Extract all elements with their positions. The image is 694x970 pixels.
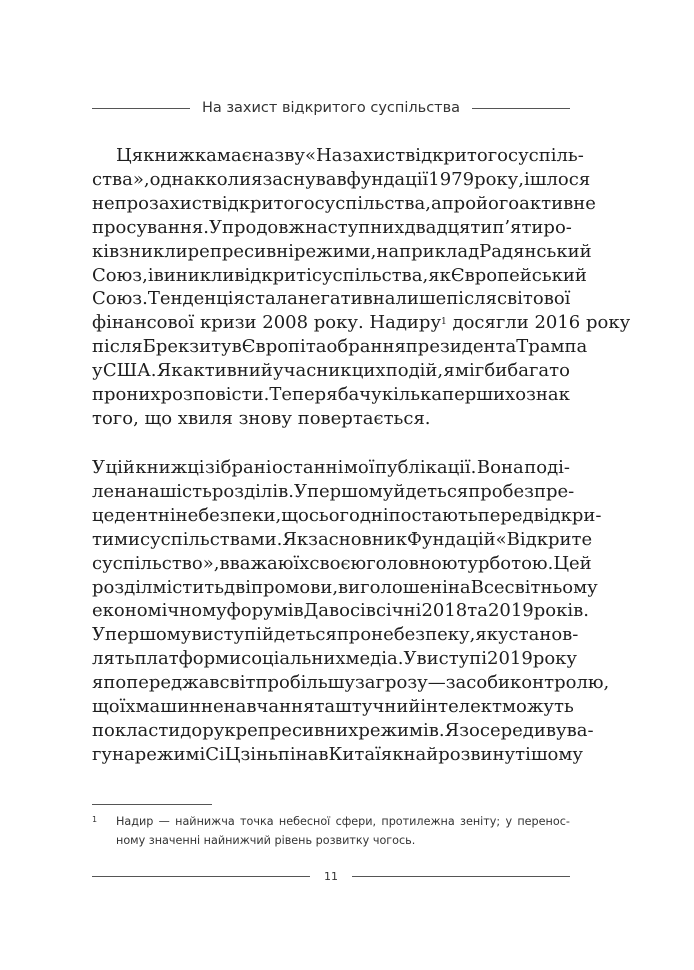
word: я [92,672,104,694]
word: однак [149,168,206,190]
word: «Відкрите [495,528,593,550]
text-segment: досягли 2016 року [446,312,631,334]
word: Вона [476,457,524,478]
word: ішлося [523,168,591,190]
word: США. [102,360,157,382]
word: не [92,192,115,214]
word: заснував [262,168,347,190]
word: має [216,145,252,166]
text-line [92,504,602,528]
word: книжці [135,457,205,478]
word: зникли [119,240,188,262]
word: фундації [346,168,429,190]
footer-rule-left [92,876,310,877]
word: ува- [555,719,594,741]
word: розділів. [211,480,294,502]
word: багато [507,360,570,382]
word: попереджав [103,672,220,694]
text-line [92,480,575,504]
text-line [92,359,570,383]
word: президента [405,336,517,358]
text-line [92,168,591,192]
word: Союз. [92,288,148,310]
word: захист [342,145,406,166]
word: режимів. [358,719,445,741]
text-segment: фінансової кризи 2008 року. Надиру [92,312,442,334]
word: бачу [337,384,382,406]
word: активне [519,192,596,214]
word: про [255,672,290,694]
word: «На [304,145,343,166]
word: Упродовж [208,216,305,238]
word: безпре- [502,480,575,502]
word: зеніту; [460,815,501,828]
word: шість [159,480,212,502]
footnote-line: ному значенні найнижчий рівень розвитку чогось. [116,834,416,847]
word: небезпеки, [175,504,282,526]
word: виникли [153,264,235,286]
word: відкри- [533,504,602,526]
word: би [484,360,508,382]
word: сьогодні [308,504,389,526]
word: я [326,384,338,406]
word: гу [92,743,113,765]
text-line [92,287,570,311]
word: я [443,360,455,382]
word: книжка [143,145,217,166]
word: Всесвітньому [470,576,598,598]
word: перед [477,504,534,526]
paragraph-1 [92,144,631,431]
word: покласти [92,719,181,741]
word: захист [149,192,212,214]
word: поді- [524,457,570,478]
word: про [114,192,150,214]
footnote-number: 1 [92,815,98,824]
word: Сі [205,743,225,765]
word: світової [496,288,571,310]
word: назву [251,145,305,166]
word: учасник [273,360,352,382]
word: рук [202,719,236,741]
running-header [92,100,570,116]
text-line [92,719,594,743]
footnote [92,812,570,850]
word: Союз, [92,264,148,286]
word: машинне [135,696,224,718]
word: найнижча [175,815,235,828]
word: У [92,624,106,646]
word: після [446,288,497,310]
word: протилежна [381,815,455,828]
word: режимі [134,743,206,765]
word: йдеться [261,624,337,646]
word: двадцяти [404,216,493,238]
word: наступних [304,216,405,238]
word: вважаю [219,552,294,574]
word: першому [307,480,394,502]
word: лише [395,288,447,310]
word: тими [92,528,140,550]
word: цих [351,360,386,382]
word: після [92,336,143,358]
word: та [305,336,327,358]
word: сфери, [335,815,377,828]
word: У [92,457,106,478]
word: містить [152,576,225,598]
word: Надир [116,815,154,828]
word: міг [454,360,485,382]
word: Китаї [328,743,381,765]
word: лена [92,480,137,502]
word: Європейський [450,264,587,286]
word: кілька [381,384,443,406]
word: виступі [191,624,262,646]
word: — [427,672,446,694]
text-line [92,335,588,359]
word: виступі [416,648,487,670]
word: суспіль- [507,145,584,166]
word: небесної [278,815,331,828]
word: його [476,192,520,214]
word: штучний [335,696,421,718]
word: відкритого [405,145,508,166]
word: і [147,264,154,286]
word: світ [219,672,256,694]
word: 2019 [487,600,534,622]
page-number: 11 [324,870,338,883]
word: цедентні [92,504,176,526]
word: контролю, [510,672,610,694]
word: Радянський [479,240,592,262]
word: форумі [226,600,294,622]
word: цій [105,457,135,478]
word: засоби [445,672,511,694]
word: активний [182,360,273,382]
word: в [293,600,304,622]
word: як [380,743,404,765]
header-rule-right [472,108,570,109]
word: суспільство», [92,552,220,574]
text-line [92,695,574,719]
word: про [336,624,372,646]
header-rule-left [92,108,190,109]
word: ків [92,240,120,262]
word: репресивних [235,719,359,741]
word: ро- [543,216,572,238]
word: в [318,743,329,765]
word: січні [375,600,422,622]
word: станов- [508,624,579,646]
word: суспільства, [314,192,431,214]
word: обрання [326,336,406,358]
word: а [430,192,442,214]
word: негативна [297,288,396,310]
word: розділ [92,576,153,598]
word: соціальних [241,648,346,670]
word: у [505,815,513,828]
word: Як [282,528,309,550]
footnote-marker: 1 [441,317,447,328]
word: я [251,168,263,190]
word: мої [343,457,375,478]
word: перенос- [517,815,570,828]
word: Європі [241,336,306,358]
word: можуть [502,696,574,718]
word: постають [388,504,478,526]
text-line [92,192,596,216]
word: дві [224,576,251,598]
word: Брекзиту [142,336,232,358]
word: Цзіньпіна [224,743,319,765]
word: Давосі [303,600,366,622]
text-line-with-footnote [92,311,631,335]
word: коли [205,168,252,190]
word: медіа. [345,648,404,670]
word: своєю [309,552,367,574]
word: що [281,504,309,526]
word: про [441,192,477,214]
word: виголошені [338,576,448,598]
text-line [92,144,584,168]
text-line [92,528,593,552]
word: подій, [385,360,444,382]
word: просування. [92,216,209,238]
word: 2018 [421,600,468,622]
word: ознак [515,384,570,406]
text-line [92,743,583,767]
word: небезпеку, [371,624,476,646]
word: публікації. [374,457,477,478]
word: режими, [293,240,377,262]
word: йдеться [393,480,469,502]
word: Тенденція [147,288,245,310]
word: суспільства, [311,264,429,286]
word: перших [442,384,516,406]
word: турботою. [457,552,554,574]
word: стала [244,288,298,310]
word: на [447,576,471,598]
word: року [532,648,578,670]
page-footer [92,870,570,883]
text-line [92,216,570,240]
word: про [468,480,503,502]
word: першому [105,624,192,646]
word: на [136,480,160,502]
word: розповісти. [160,384,270,406]
word: Я [444,719,460,741]
word: наприклад [376,240,480,262]
word: У [293,480,307,502]
word: зосередив [459,719,556,741]
text-line [92,264,587,288]
word: в [365,600,376,622]
word: ства», [92,168,150,190]
word: про [92,384,127,406]
word: останні [271,457,344,478]
word: року, [474,168,524,190]
word: відкриті [234,264,312,286]
word: промови, [251,576,339,598]
text-line: того, що хвиля знову повертається. [92,407,431,429]
running-title: На захист відкритого суспільства [201,100,461,116]
word: як [428,264,451,286]
word: відкритого [211,192,315,214]
word: У [403,648,417,670]
word: інтелект [420,696,503,718]
word: зібрані [205,457,272,478]
word: лять [92,648,135,670]
word: них [126,384,161,406]
text-line [92,552,592,576]
text-line [92,576,598,600]
word: та [314,696,336,718]
word: їх [293,552,310,574]
word: на [112,743,135,765]
word: суспільствами. [139,528,283,550]
word: яку [475,624,509,646]
word: навчання [223,696,315,718]
footer-rule-right [352,876,570,877]
word: їх [119,696,136,718]
word: в [231,336,242,358]
word: Трампа [516,336,588,358]
word: Фундацій [406,528,496,550]
word: засновник [308,528,407,550]
word: до [180,719,203,741]
word: загрозу [354,672,428,694]
word: 2019 [487,648,533,670]
word: п’яти [492,216,544,238]
text-line [92,240,592,264]
word: у [92,360,103,382]
word: репресивні [187,240,294,262]
word: Як [156,360,183,382]
word: років. [533,600,589,622]
word: головною [366,552,458,574]
word: Тепер [269,384,327,406]
word: — [158,815,170,828]
paragraph-2 [92,456,610,767]
text-line [92,383,570,407]
word: платформи [134,648,242,670]
word: 1979 [428,168,475,190]
text-line [92,671,610,695]
text-line [92,599,589,623]
word: що [92,696,120,718]
text-line [92,647,578,671]
word: більшу [289,672,355,694]
footnote-line [92,812,570,831]
text-line [92,623,579,647]
footnote-divider [92,804,212,805]
word: найрозвинутішому [403,743,583,765]
word: Цей [553,552,592,574]
text-line [92,456,570,480]
word: економічному [92,600,227,622]
word: Ця [116,145,144,166]
word: та [467,600,488,622]
word: точка [240,815,274,828]
